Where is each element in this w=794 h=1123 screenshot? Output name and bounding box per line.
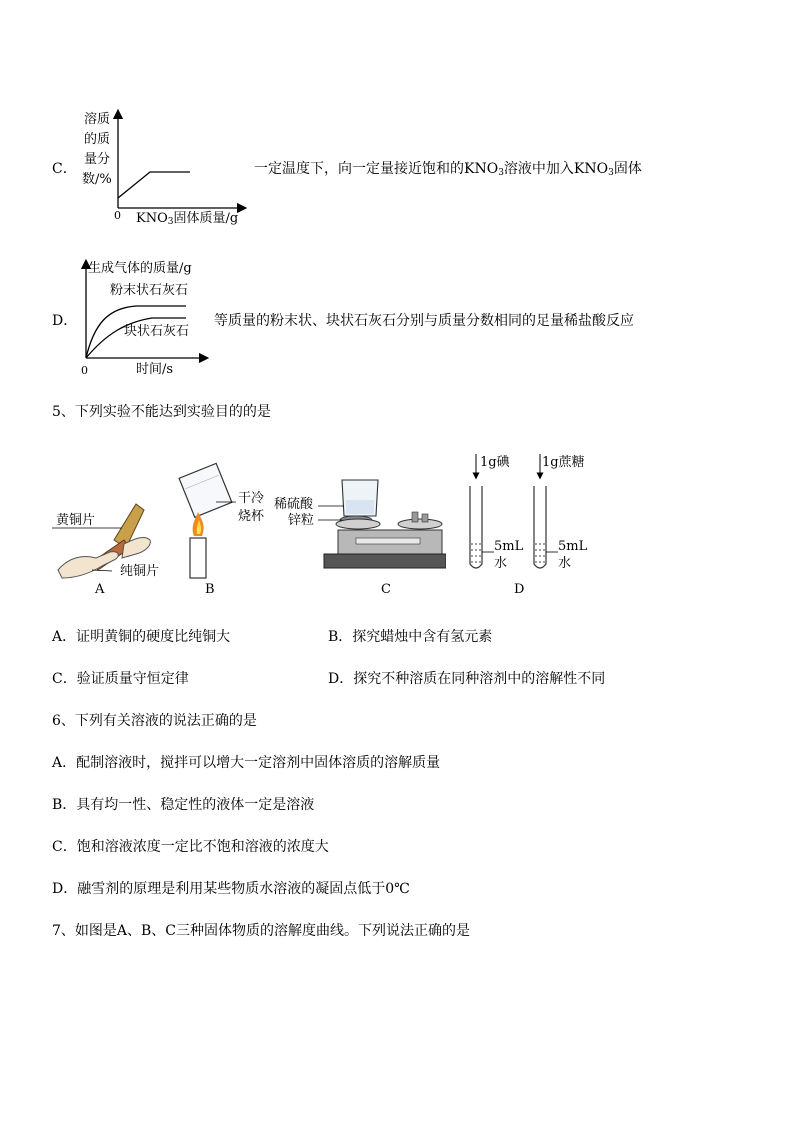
graph-origin: 0 [81,364,88,377]
caption-d: D [514,582,525,597]
powder-curve-label: 粉末状石灰石 [110,283,189,298]
option-d-description: 等质量的粉末状、块状石灰石分别与质量分数相同的足量稀盐酸反应 [214,313,634,329]
copper-label: 纯铜片 [120,564,160,579]
experiment-c-illustration [318,470,446,580]
x-axis-label: $KNO_3$固体质量/g [136,211,239,227]
gas-y-axis-label: 生成气体的质量/g [88,261,192,276]
q5-option-c: C．验证质量守恒定律 [52,671,189,687]
beaker-label-1: 干冷 [238,491,265,506]
q6-option-c: C．饱和溶液浓度一定比不饱和溶液的浓度大 [52,839,329,855]
water-label-1: 水 [494,556,508,571]
water-volume-label-1: 5mL [494,539,524,554]
sucrose-label: 1g蔗糖 [542,455,585,470]
iodine-label: 1g碘 [480,455,510,470]
q6-option-b: B．具有均一性、稳定性的液体一定是溶液 [52,797,315,813]
q6-option-a: A．配制溶液时，搅拌可以增大一定溶剂中固体溶质的溶解质量 [52,755,441,771]
balance-base [324,554,446,568]
y-label-line2: 的质 [84,132,111,147]
graph-origin: 0 [114,209,121,222]
time-axis-label: 时间/s [136,362,174,377]
balance-scale [356,538,420,544]
right-pan [398,519,442,529]
brass-label: 黄铜片 [56,513,96,528]
mass-fraction-curve [118,172,190,198]
water-label-2: 水 [558,556,572,571]
y-label-line3: 量分 [84,152,111,167]
beaker-label-2: 烧杯 [238,509,265,524]
weight-2 [422,514,428,522]
dilute-sulfuric-acid-label: 稀硫酸 [274,497,314,512]
left-hand [58,552,118,578]
q6-option-d: D．融雪剂的原理是利用某些物质水溶液的凝固点低于0℃ [52,881,410,897]
caption-b: B [205,582,215,597]
cold-dry-beaker [179,463,232,517]
q6-stem: 6、下列有关溶液的说法正确的是 [52,713,257,729]
q7-stem: 7、如图是A、B、C三种固体物质的溶解度曲线。下列说法正确的是 [52,923,471,939]
q5-option-a: A．证明黄铜的硬度比纯铜大 [52,629,231,645]
option-c-description: 一定温度下，向一定量接近饱和的$KNO_3$溶液中加入$KNO_3$固体 [254,161,642,178]
caption-a: A [95,582,105,597]
experiment-b-illustration [170,462,240,580]
option-c-letter: C． [52,161,77,177]
y-label-line1: 溶质 [84,112,111,127]
y-label-line4: 数/% [82,172,112,187]
candle [190,538,206,578]
option-d-letter: D． [52,313,78,329]
water-volume-label-2: 5mL [558,539,588,554]
q5-stem: 5、下列实验不能达到实验目的的是 [52,404,271,420]
zinc-label: 锌粒 [288,513,315,528]
lump-curve-label: 块状石灰石 [124,324,190,339]
left-pan [336,519,380,529]
q5-option-b: B．探究蜡烛中含有氢元素 [328,629,493,645]
q5-option-d: D．探究不种溶质在同种溶剂中的溶解性不同 [328,671,606,687]
weight-1 [412,512,418,522]
caption-c: C [381,582,391,597]
